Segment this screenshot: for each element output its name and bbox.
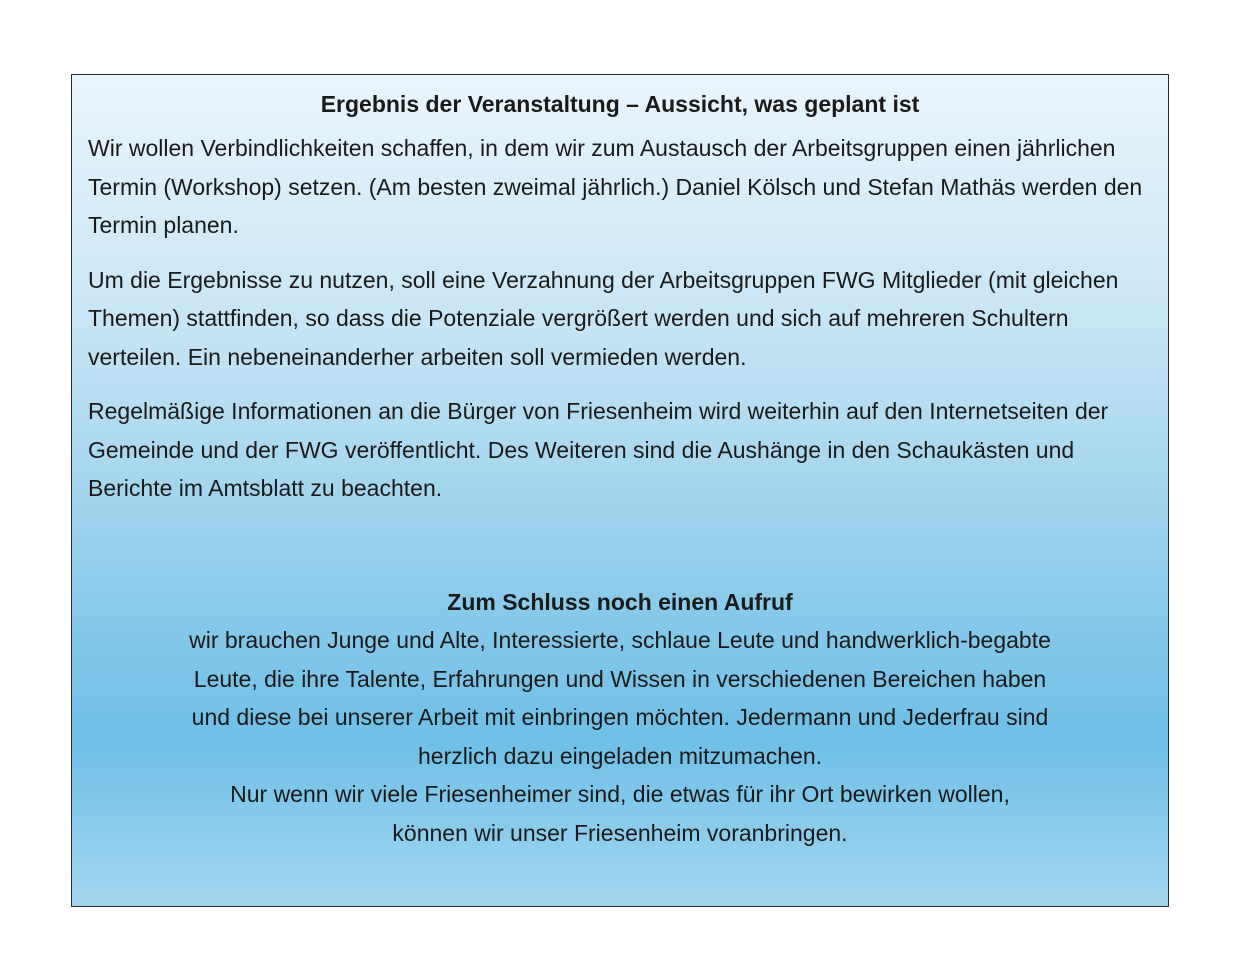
paragraph-verzahnung: Um die Ergebnisse zu nutzen, soll eine Verzahnung der Arbeitsgruppen FWG Mitglieder (mit gleichen Themen) stattfinden, so dass die Potenziale vergrößert werden und sich auf mehreren Schultern verteilen. Ein nebeneinanderher arbeiten soll vermieden werden. [88,266,1119,370]
box-heading: Ergebnis der Veranstaltung – Aussicht, was geplant ist [320,91,920,117]
call-line: Leute, die ihre Talente, Erfahrungen und Wissen in verschiedenen Bereichen haben [193,665,1047,692]
call-line: wir brauchen Junge und Alte, Interessierte, schlaue Leute und handwerklich-begabte [189,627,1051,653]
paragraph-workshop: Wir wollen Verbindlichkeiten schaffen, in dem wir zum Austausch der Arbeitsgruppen einen jährlichen Termin (Workshop) setzen. (Am besten zweimal jährlich.) Daniel Kölsch und Stefan Mathäs werden den Termin planen. [88,135,1143,238]
call-line: Nur wenn wir viele Friesenheimer sind, die etwas für ihr Ort bewirken wollen, [230,781,1010,807]
call-heading: Zum Schluss noch einen Aufruf [447,588,793,615]
call-line: können wir unser Friesenheim voranbringen. [392,819,848,846]
call-line: und diese bei unserer Arbeit mit einbringen möchten. Jedermann und Jederfrau sind [191,704,1049,730]
call-line: herzlich dazu eingeladen mitzumachen. [417,742,823,769]
paragraph-informationen: Regelmäßige Informationen an die Bürger von Friesenheim wird weiterhin auf den Internetseiten der Gemeinde und der FWG veröffentlicht. Des Weiteren sind die Aushänge in den Schaukästen und Berichte im Amtsblatt zu beachten. [88,398,1109,501]
info-box [71,74,1169,907]
